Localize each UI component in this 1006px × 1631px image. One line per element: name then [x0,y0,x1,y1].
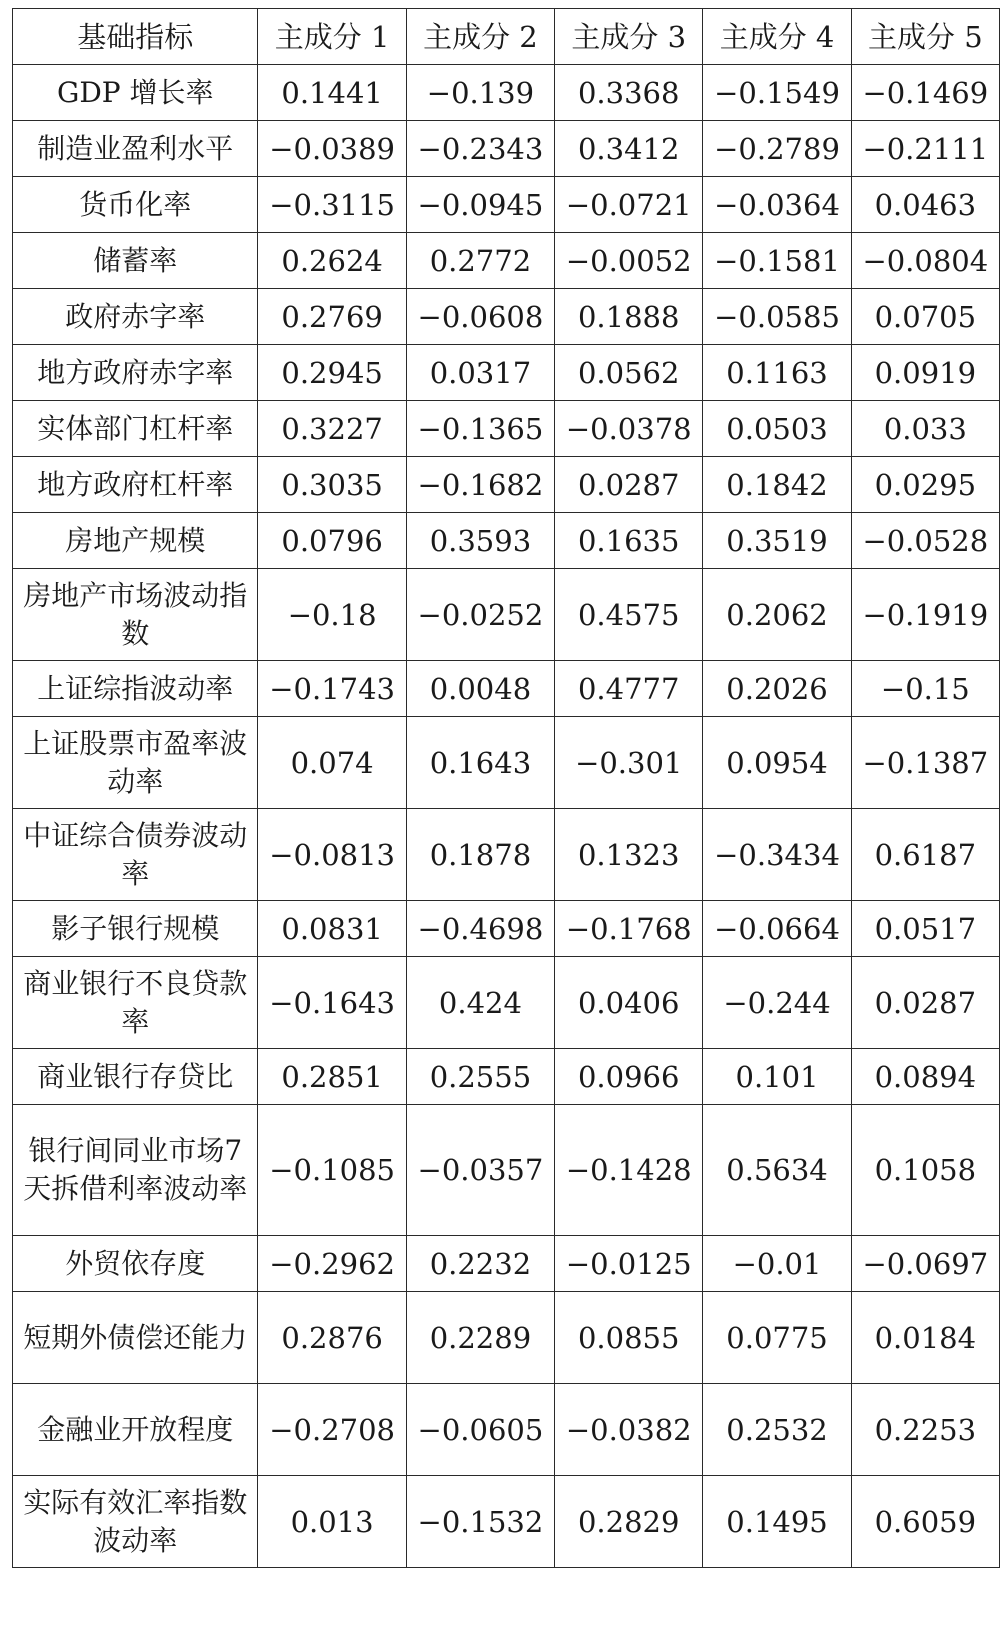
table-row [13,457,1000,513]
pc2-value-cell: −0.0605 [406,1384,554,1476]
table-row [13,289,1000,345]
indicator-name-cell: 地方政府赤字率 [13,345,258,401]
pc4-value-cell: −0.3434 [703,809,851,901]
pc3-value-cell: 0.3368 [555,65,703,121]
table-row [13,717,1000,809]
pc1-value-cell: −0.0389 [258,121,406,177]
indicator-name-cell: 外贸依存度 [13,1236,258,1292]
pc2-value-cell: −0.0357 [406,1105,554,1236]
pc2-value-cell: 0.424 [406,957,554,1049]
indicator-name-cell: GDP 增长率 [13,65,258,121]
pc3-value-cell: 0.2829 [555,1476,703,1568]
header-pc3: 主成分 3 [555,9,703,65]
pc3-value-cell: 0.0855 [555,1292,703,1384]
header-row [13,9,1000,65]
pc3-value-cell: 0.1635 [555,513,703,569]
table-row [13,957,1000,1049]
pc4-value-cell: 0.0954 [703,717,851,809]
pc1-value-cell: −0.3115 [258,177,406,233]
table-row [13,65,1000,121]
pc3-value-cell: 0.0287 [555,457,703,513]
pc3-value-cell: −0.1768 [555,901,703,957]
indicator-name-cell: 房地产市场波动指数 [13,569,258,661]
pc1-value-cell: −0.18 [258,569,406,661]
pc4-value-cell: −0.0364 [703,177,851,233]
pc2-value-cell: 0.2289 [406,1292,554,1384]
pc3-value-cell: 0.0406 [555,957,703,1049]
pc1-value-cell: −0.1643 [258,957,406,1049]
indicator-name-cell: 实体部门杠杆率 [13,401,258,457]
pc4-value-cell: −0.244 [703,957,851,1049]
table-row [13,345,1000,401]
indicator-name-cell: 政府赤字率 [13,289,258,345]
pc5-value-cell: 0.0919 [851,345,999,401]
pc5-value-cell: −0.0528 [851,513,999,569]
indicator-name-cell: 影子银行规模 [13,901,258,957]
indicator-name-cell: 实际有效汇率指数波动率 [13,1476,258,1568]
pc3-value-cell: 0.4777 [555,661,703,717]
table-row [13,1292,1000,1384]
pc4-value-cell: 0.1842 [703,457,851,513]
pc4-value-cell: −0.01 [703,1236,851,1292]
indicator-name-cell: 货币化率 [13,177,258,233]
pc5-value-cell: −0.0804 [851,233,999,289]
indicator-name-cell: 短期外债偿还能力 [13,1292,258,1384]
table-row [13,1105,1000,1236]
pc1-value-cell: −0.0813 [258,809,406,901]
pc2-value-cell: 0.0048 [406,661,554,717]
header-pc2: 主成分 2 [406,9,554,65]
indicator-name-cell: 商业银行存贷比 [13,1049,258,1105]
pc2-value-cell: 0.2555 [406,1049,554,1105]
pc3-value-cell: 0.1888 [555,289,703,345]
pc3-value-cell: 0.4575 [555,569,703,661]
pc2-value-cell: −0.2343 [406,121,554,177]
table-row [13,809,1000,901]
table-row [13,1476,1000,1568]
pc2-value-cell: −0.139 [406,65,554,121]
pc1-value-cell: 0.2876 [258,1292,406,1384]
pc5-value-cell: 0.2253 [851,1384,999,1476]
pc1-value-cell: 0.1441 [258,65,406,121]
pc4-value-cell: 0.101 [703,1049,851,1105]
pc4-value-cell: 0.0503 [703,401,851,457]
pc5-value-cell: 0.6187 [851,809,999,901]
header-indicator: 基础指标 [13,9,258,65]
header-pc4: 主成分 4 [703,9,851,65]
pc2-value-cell: 0.2232 [406,1236,554,1292]
indicator-name-cell: 房地产规模 [13,513,258,569]
table-wrapper [12,8,1000,1568]
pc2-value-cell: 0.0317 [406,345,554,401]
pc3-value-cell: 0.0966 [555,1049,703,1105]
indicator-name-cell: 银行间同业市场7 天拆借利率波动率 [13,1105,258,1236]
pc1-value-cell: 0.2769 [258,289,406,345]
pc1-value-cell: −0.2962 [258,1236,406,1292]
pc3-value-cell: 0.1323 [555,809,703,901]
pc1-value-cell: −0.1743 [258,661,406,717]
pc3-value-cell: −0.0721 [555,177,703,233]
indicator-name-cell: 地方政府杠杆率 [13,457,258,513]
indicator-name-cell: 上证综指波动率 [13,661,258,717]
pc5-value-cell: 0.0295 [851,457,999,513]
pc2-value-cell: −0.1682 [406,457,554,513]
pc2-value-cell: −0.0945 [406,177,554,233]
header-pc1: 主成分 1 [258,9,406,65]
pc4-value-cell: −0.1549 [703,65,851,121]
table-row [13,121,1000,177]
pc5-value-cell: 0.0894 [851,1049,999,1105]
pc5-value-cell: 0.033 [851,401,999,457]
pc4-value-cell: 0.1495 [703,1476,851,1568]
indicator-name-cell: 储蓄率 [13,233,258,289]
header-pc5: 主成分 5 [851,9,999,65]
pc1-value-cell: −0.1085 [258,1105,406,1236]
pc5-value-cell: 0.0705 [851,289,999,345]
pc5-value-cell: 0.0517 [851,901,999,957]
indicator-name-cell: 上证股票市盈率波动率 [13,717,258,809]
pc2-value-cell: 0.1878 [406,809,554,901]
pc4-value-cell: 0.2062 [703,569,851,661]
pc2-value-cell: 0.2772 [406,233,554,289]
pc5-value-cell: 0.6059 [851,1476,999,1568]
pc3-value-cell: −0.301 [555,717,703,809]
indicator-name-cell: 中证综合债券波动率 [13,809,258,901]
indicator-name-cell: 商业银行不良贷款率 [13,957,258,1049]
pc4-value-cell: −0.2789 [703,121,851,177]
pc5-value-cell: −0.0697 [851,1236,999,1292]
pc3-value-cell: 0.0562 [555,345,703,401]
pc1-value-cell: 0.3227 [258,401,406,457]
table-row [13,569,1000,661]
pc3-value-cell: −0.0382 [555,1384,703,1476]
indicator-name-cell: 金融业开放程度 [13,1384,258,1476]
pc3-value-cell: 0.3412 [555,121,703,177]
pc1-value-cell: 0.3035 [258,457,406,513]
table-row [13,1384,1000,1476]
pc4-value-cell: 0.0775 [703,1292,851,1384]
pc1-value-cell: 0.2945 [258,345,406,401]
indicator-name-cell: 制造业盈利水平 [13,121,258,177]
table-row [13,513,1000,569]
pc5-value-cell: −0.1919 [851,569,999,661]
table-row [13,901,1000,957]
pc4-value-cell: 0.2026 [703,661,851,717]
pc5-value-cell: 0.1058 [851,1105,999,1236]
pc1-value-cell: 0.074 [258,717,406,809]
pc2-value-cell: −0.1365 [406,401,554,457]
table-row [13,401,1000,457]
pc5-value-cell: −0.1469 [851,65,999,121]
pc4-value-cell: −0.1581 [703,233,851,289]
pc1-value-cell: 0.2851 [258,1049,406,1105]
pc5-value-cell: −0.1387 [851,717,999,809]
pc4-value-cell: 0.1163 [703,345,851,401]
table-row [13,1049,1000,1105]
pc3-value-cell: −0.0378 [555,401,703,457]
pc3-value-cell: −0.0052 [555,233,703,289]
pc5-value-cell: −0.2111 [851,121,999,177]
pc1-value-cell: 0.2624 [258,233,406,289]
pc3-value-cell: −0.0125 [555,1236,703,1292]
pc2-value-cell: −0.4698 [406,901,554,957]
pc5-value-cell: 0.0287 [851,957,999,1049]
pc4-value-cell: 0.3519 [703,513,851,569]
pc2-value-cell: 0.3593 [406,513,554,569]
pc4-value-cell: −0.0585 [703,289,851,345]
table-row [13,233,1000,289]
principal-component-table [12,8,1000,1568]
pc2-value-cell: −0.0252 [406,569,554,661]
pc5-value-cell: 0.0463 [851,177,999,233]
table-row [13,661,1000,717]
pc1-value-cell: 0.013 [258,1476,406,1568]
pc2-value-cell: −0.0608 [406,289,554,345]
pc4-value-cell: 0.2532 [703,1384,851,1476]
pc1-value-cell: −0.2708 [258,1384,406,1476]
pc2-value-cell: −0.1532 [406,1476,554,1568]
pc1-value-cell: 0.0831 [258,901,406,957]
pc5-value-cell: −0.15 [851,661,999,717]
pc2-value-cell: 0.1643 [406,717,554,809]
pc3-value-cell: −0.1428 [555,1105,703,1236]
pc1-value-cell: 0.0796 [258,513,406,569]
pc4-value-cell: 0.5634 [703,1105,851,1236]
table-row [13,1236,1000,1292]
pc4-value-cell: −0.0664 [703,901,851,957]
pc5-value-cell: 0.0184 [851,1292,999,1384]
table-row [13,177,1000,233]
